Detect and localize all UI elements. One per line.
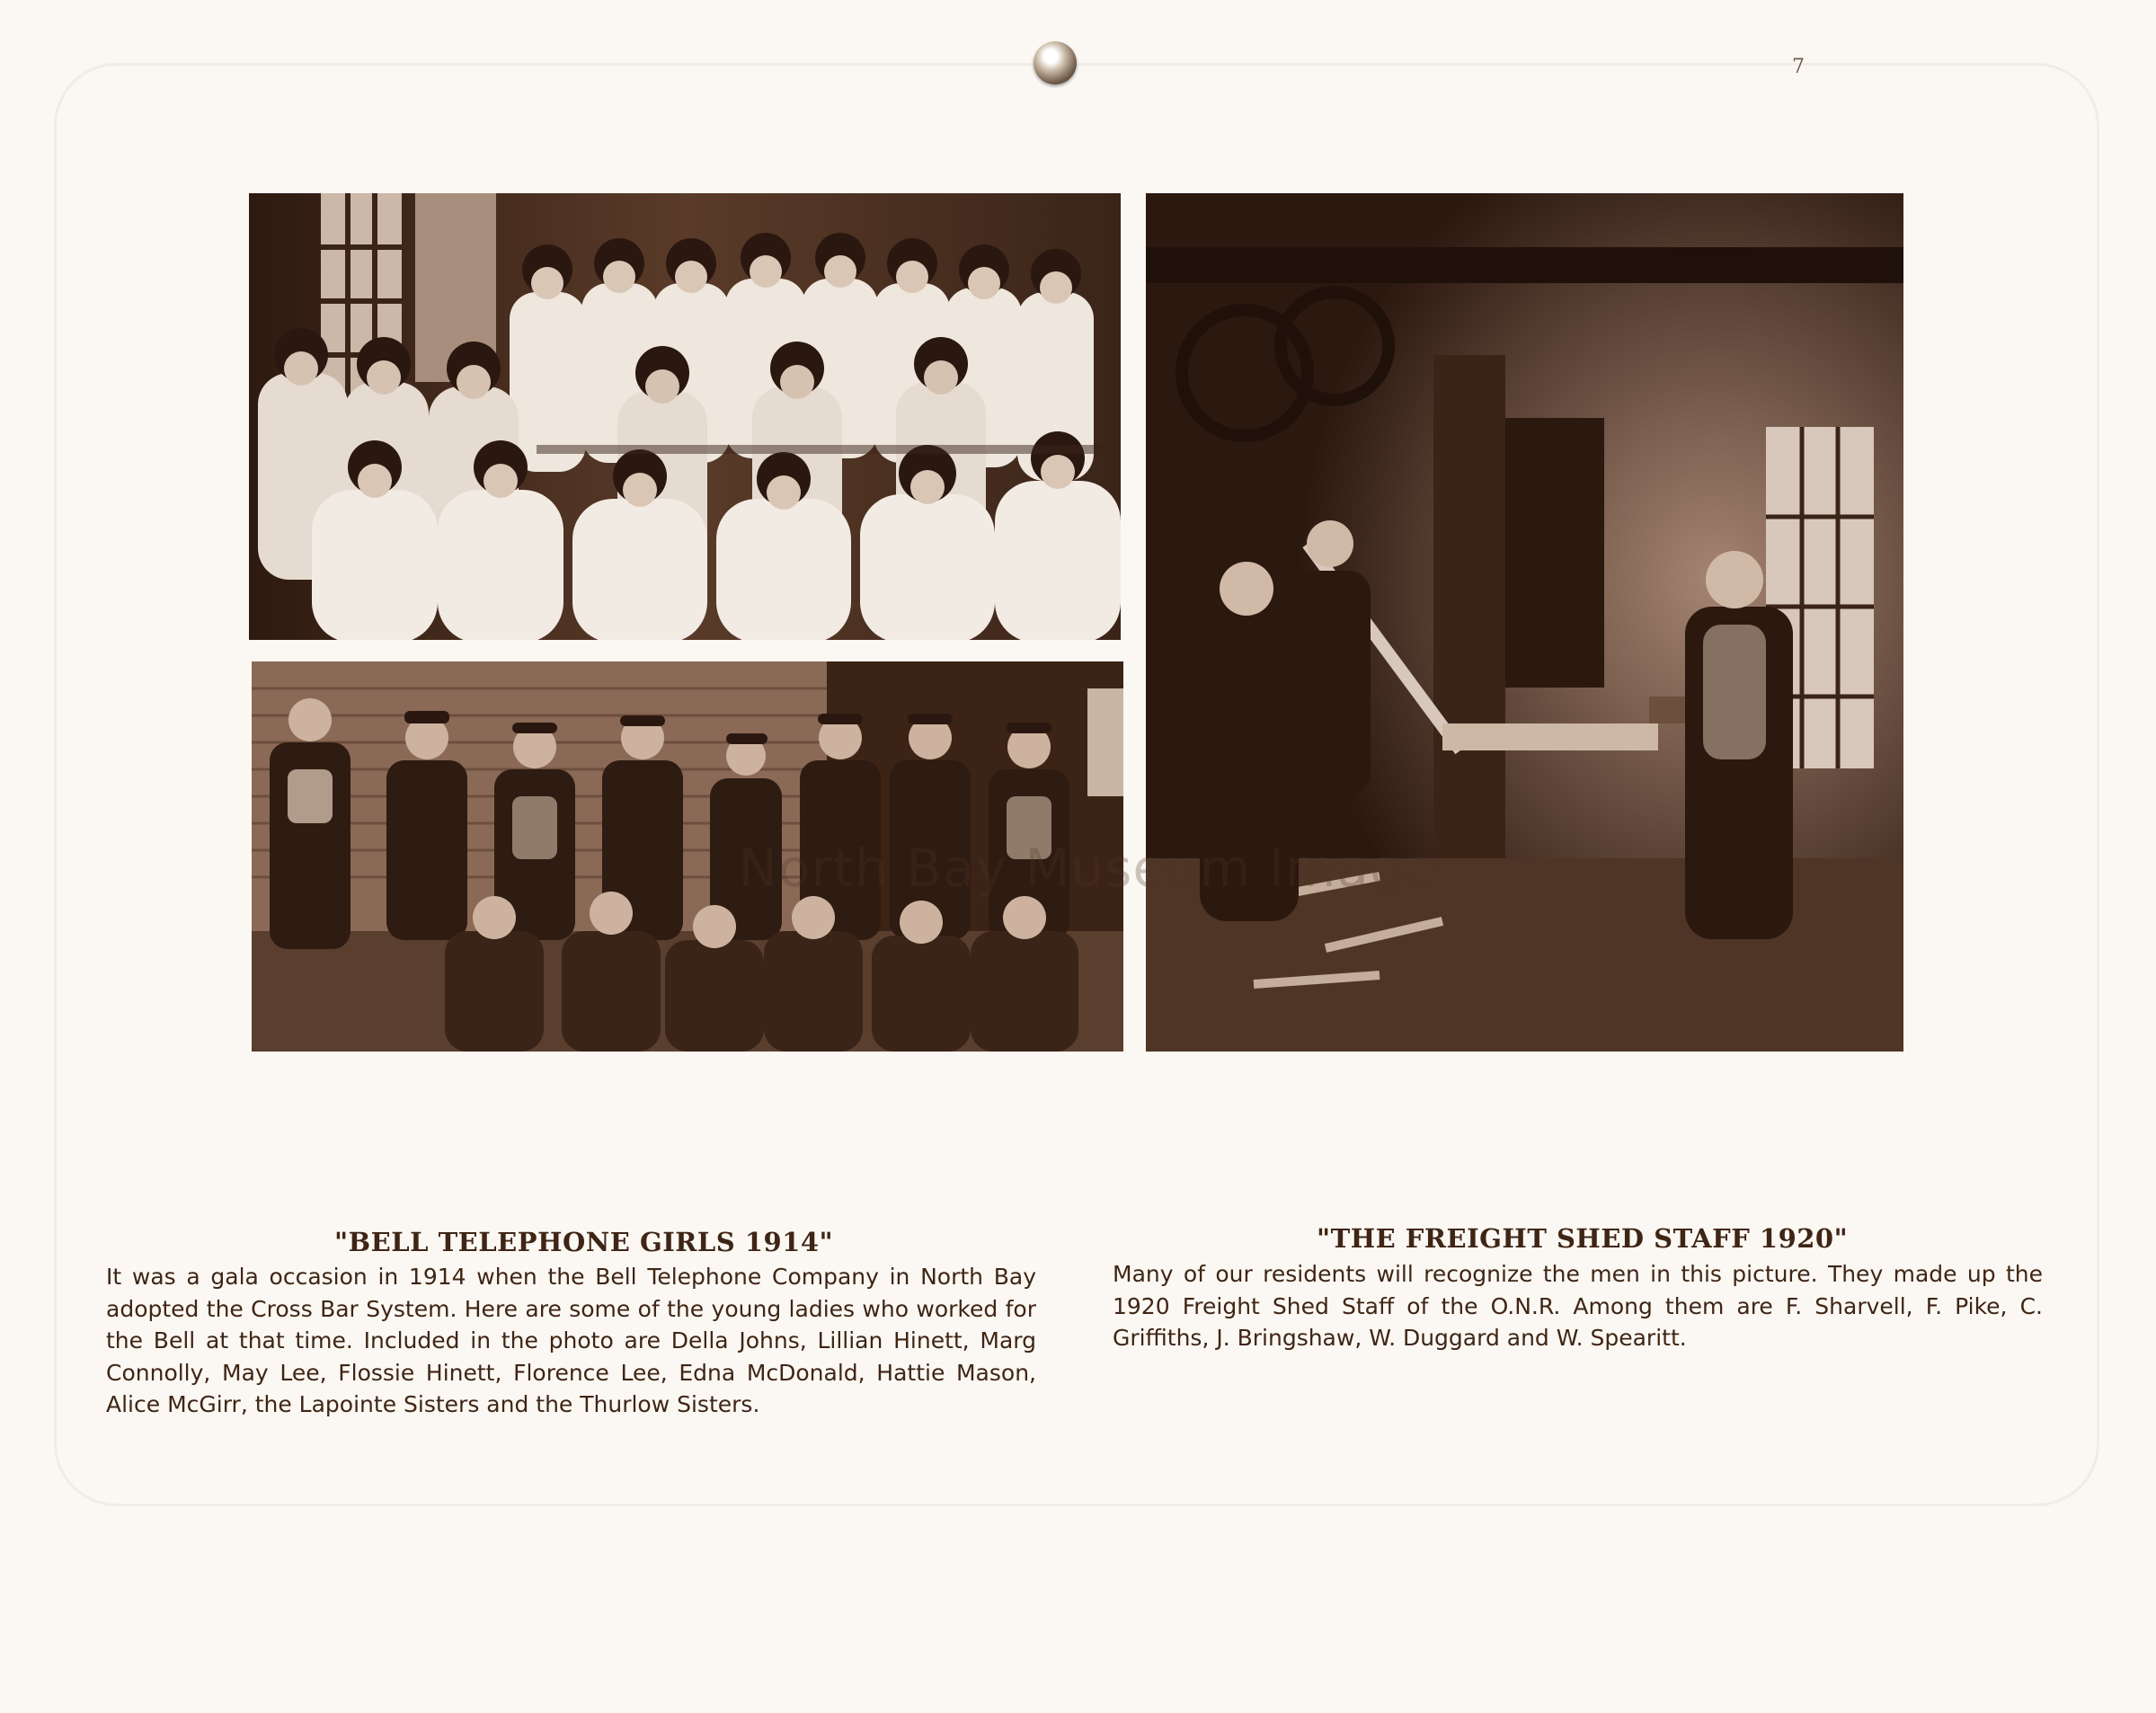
freight-shed-interior-photo — [1146, 193, 1903, 1052]
bell-girls-caption-title: "BELL TELEPHONE GIRLS 1914" — [334, 1227, 834, 1257]
page-number: 7 — [1792, 56, 1805, 78]
museum-watermark: North Bay Museum Image — [738, 838, 1437, 899]
bell-girls-caption-body: It was a gala occasion in 1914 when the Bell Telephone Company in North Bay adopted the Cross Bar System. Here are some of the young ladies who worked for the Bell at that time. Included in the photo are Della Johns, Lillian Hinett, Marg Connolly, May Lee, Flossie Hinett, Florence Lee, Edna McDonald, Hattie Mason, Alice McGirr, the Lapointe Sisters and the Thurlow Sisters. — [106, 1264, 1036, 1417]
freight-shed-interior-photo-image — [1146, 193, 1903, 1052]
bell-girls-photo-image — [249, 193, 1121, 640]
binding-hole-icon — [1034, 41, 1077, 84]
freight-staff-caption-body: Many of our residents will recognize the men in this picture. They made up the 1920 Freight Shed Staff of the O.N.R. Among them are F. Sharvell, F. Pike, C. Griffiths, J. Bringshaw, W. Duggard and W. Spearitt. — [1113, 1261, 2043, 1351]
freight-staff-caption-title: "THE FREIGHT SHED STAFF 1920" — [1317, 1223, 1849, 1254]
bell-girls-photo — [249, 193, 1121, 640]
